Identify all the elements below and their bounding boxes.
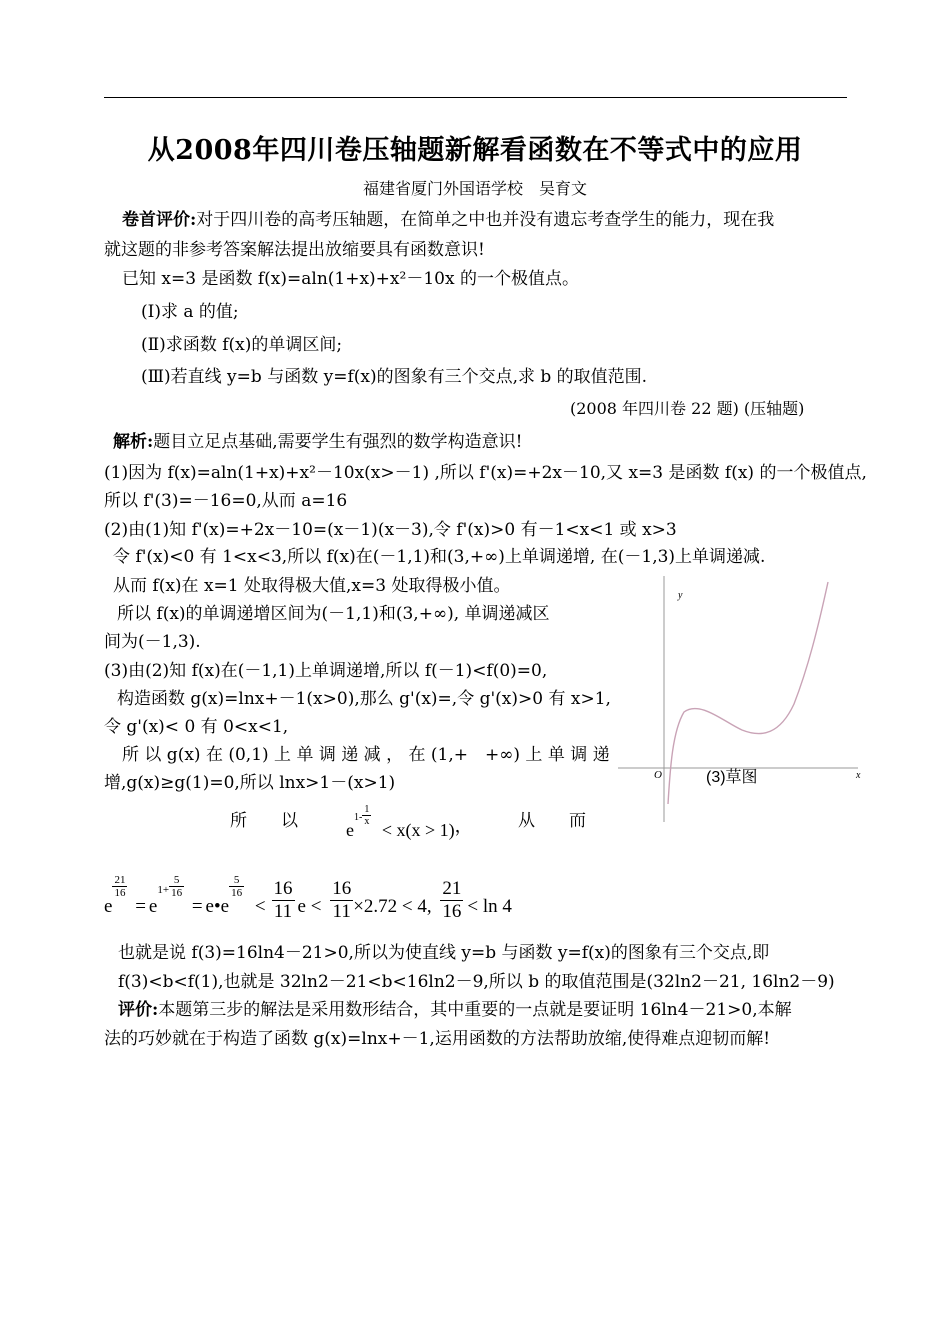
ineq2-exp1: 1+: [157, 883, 170, 896]
ineq1-comma: ，: [454, 816, 473, 836]
review-line: [122, 209, 774, 231]
solution-line-8: (3)由(2)知 f(x)在(－1,1)上单调递增,所以 f(－1)<f(0)=0,: [104, 661, 548, 681]
ineq1-rest: < x(x > 1): [381, 820, 455, 840]
ineq2-e-2: e: [148, 895, 158, 917]
solution-line-12: 增,g(x)≥g(1)=0,所以 lnx>1－(x>1): [104, 773, 396, 793]
solution-line-2: 所以 f'(3)=－16=0,从而 a=16: [104, 491, 348, 511]
ineq2-num-5: 5: [169, 874, 184, 887]
ineq2-num-21: 21: [114, 874, 126, 886]
ineq2-den-16: 16: [114, 887, 126, 899]
ineq1-exp-a: 1-: [354, 812, 363, 823]
solution-line-5: 从而 f(x)在 x=1 处取得极大值,x=3 处取得极小值。: [113, 576, 511, 596]
solution-line-4: 令 f'(x)<0 有 1<x<3,所以 f(x)在(－1,1)和(3,+∞)上单调递增, 在(－1,3)上单调递减.: [113, 547, 766, 567]
ineq2-num-16b: 16: [332, 878, 352, 899]
ineq2-den-16c: 16: [231, 887, 243, 899]
ineq2-num-16: 16: [273, 878, 293, 899]
evaluation-line-2: 法的巧妙就在于构造了函数 g(x)=lnx+－1,运用函数的方法帮助放缩,使得难点迎韧而解!: [104, 1029, 771, 1049]
review-label: 卷首评价:: [122, 210, 197, 230]
ineq2-frac-21-16: [440, 878, 463, 923]
question-2: (Ⅱ)求函数 f(x)的单调区间;: [141, 335, 343, 355]
ineq2-tail3: < ln 4: [467, 895, 512, 917]
ineq2-exp-5-16b: [229, 874, 244, 899]
inequality-1: [346, 804, 473, 840]
solution-line-10: 令 g'(x)< 0 有 0<x<1,: [104, 717, 289, 737]
x-axis-label: x: [856, 770, 861, 781]
ineq2-tail2: ×2.72 < 4,: [353, 895, 432, 917]
solution-line-9: 构造函数 g(x)=lnx+－1(x>0),那么 g'(x)=,令 g'(x)>0 有 x>1,: [117, 689, 611, 709]
ineq2-lt-1: <: [254, 895, 266, 917]
ineq2-den-16d: 16: [442, 901, 462, 922]
ineq2-eq-1: =: [135, 895, 146, 917]
ineq2-den-11b: 11: [332, 901, 351, 922]
question-3: (Ⅲ)若直线 y=b 与函数 y=f(x)的图象有三个交点,求 b 的取值范围.: [141, 367, 648, 387]
ineq2-dot: e•e: [205, 895, 230, 917]
suoyi-text: 所 以: [230, 811, 298, 831]
ineq2-den-11: 11: [273, 901, 293, 922]
graph-caption: (3)草图: [706, 769, 758, 786]
analysis-intro: 题目立足点基础,需要学生有强烈的数学构造意识!: [153, 432, 523, 452]
ineq2-e: e: [104, 895, 113, 917]
ineq1-base: e: [346, 820, 354, 840]
ineq1-exp-den: x: [364, 816, 370, 828]
ineq2-frac-16-11: [272, 878, 295, 923]
problem-stem: 已知 x=3 是函数 f(x)=aln(1+x)+x²－10x 的一个极值点。: [122, 269, 579, 289]
solution-line-11: 所 以 g(x) 在 (0,1) 上 单 调 递 减 ， 在 (1,+ +∞) 上 单 调 递: [122, 745, 610, 765]
analysis-line: [113, 431, 523, 453]
congr-text: 从 而: [518, 811, 586, 831]
ineq2-eq-2: =: [191, 895, 203, 917]
inequality-2: [104, 870, 512, 926]
analysis-label: 解析:: [113, 432, 154, 452]
evaluation-text-1: 本题第三步的解法是采用数形结合，其中重要的一点就是要证明 16ln4－21>0,本解: [158, 1000, 792, 1020]
conclusion-line-1: 也就是说 f(3)=16ln4－21>0,所以为使直线 y=b 与函数 y=f(x)的图象有三个交点,即: [118, 943, 770, 963]
conclusion-line-2: f(3)<b<f(1),也就是 32ln2－21<b<16ln2－9,所以 b 的取值范围是(32ln2－21, 16ln2－9): [118, 972, 835, 992]
solution-line-7: 间为(－1,3).: [104, 632, 201, 652]
review-line-2: 就这题的非参考答案解法提出放缩要具有函数意识!: [104, 240, 485, 260]
solution-line-6: 所以 f(x)的单调递增区间为(－1,1)和(3,+∞), 单调递减区: [117, 604, 550, 624]
ineq2-exp-5-16: [169, 874, 184, 899]
solution-line-3: (2)由(1)知 f'(x)=+2x－10=(x－1)(x－3),令 f'(x)>0 有－1<x<1 或 x>3: [104, 520, 677, 540]
ineq1-exp-frac: [362, 804, 371, 827]
review-text: 对于四川卷的高考压轴题，在简单之中也并没有遗忘考查学生的能力，现在我: [196, 210, 775, 230]
page-title: 从2008年四川卷压轴题新解看函数在不等式中的应用: [147, 135, 803, 166]
ineq2-num-5b: 5: [229, 874, 244, 887]
origin-label: O: [654, 769, 662, 781]
y-axis-label: y: [678, 590, 683, 601]
ineq2-num-21b: 21: [442, 878, 462, 899]
ineq2-frac-16-11b: [330, 878, 353, 923]
ineq2-tail1: e <: [297, 895, 322, 917]
ineq2-exp-21-16: [112, 874, 127, 899]
top-rule: [104, 97, 847, 98]
question-1: (Ⅰ)求 a 的值;: [141, 302, 239, 322]
author-line: 福建省厦门外国语学校 吴育文: [362, 179, 587, 198]
ineq2-den-16b: 16: [171, 887, 183, 899]
ineq1-exp-num: 1: [364, 804, 370, 816]
function-sketch: [612, 572, 872, 832]
evaluation-label: 评价:: [118, 1000, 159, 1020]
evaluation-line-1: [118, 999, 792, 1021]
problem-source: (2008 年四川卷 22 题) (压轴题): [570, 399, 805, 418]
solution-line-1: (1)因为 f(x)=aln(1+x)+x²－10x(x>－1) ,所以 f'(x)=+2x－10,又 x=3 是函数 f(x) 的一个极值点,: [104, 463, 867, 483]
